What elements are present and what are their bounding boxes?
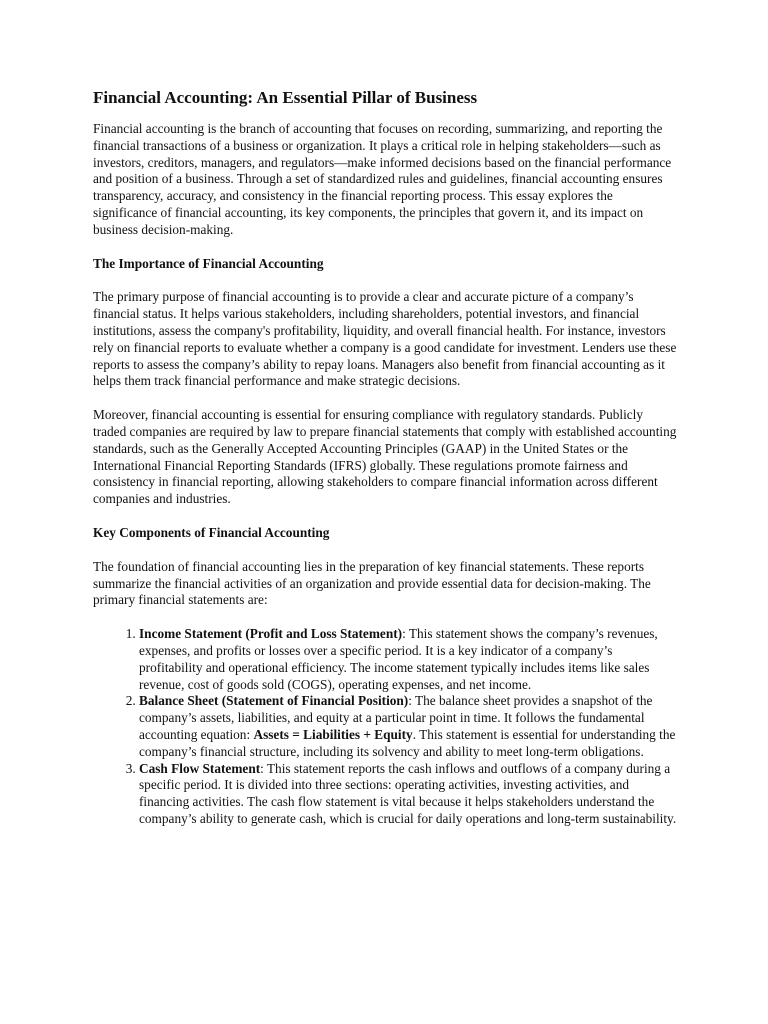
financial-statements-list <box>93 626 678 828</box>
cash-flow-statement-term: Cash Flow Statement <box>139 760 261 776</box>
cash-flow-statement-text: : This statement reports the cash inflows and outflows of a company during a specific period. It is divided into three sections: operating activities, investing activities, and financing activities. The cash flow statement is vital because it helps stakeholders understand the company’s ability to generate cash, which is crucial for daily operations and long-term sustainability. <box>139 760 677 826</box>
balance-sheet-text-after: . This statement is essential for understanding the company’s financial structure, including its solvency and ability to meet long-term obligations. <box>139 726 676 759</box>
list-item-cash-flow-statement <box>139 761 678 828</box>
balance-sheet-text-before: : The balance sheet provides a snapshot of the company’s assets, liabilities, and equity at a particular point in time. It follows the fundamental accounting equation: <box>139 693 653 742</box>
components-paragraph-1: The foundation of financial accounting lies in the preparation of key financial statements. These reports summarize the financial activities of an organization and provide essential data for decision-making. The primary financial statements are: <box>93 558 651 608</box>
accounting-equation: Assets = Liabilities + Equity <box>253 726 413 742</box>
income-statement-text: : This statement shows the company’s revenues, expenses, and profits or losses over a specific period. It is a key indicator of a company’s profitability and operational efficiency. The income statement typically includes items like sales revenue, cost of goods sold (COGS), operating expenses, and net income. <box>139 626 658 692</box>
intro-paragraph: Financial accounting is the branch of accounting that focuses on recording, summarizing, and reporting the financial transactions of a business or organization. It plays a critical role in helping stakeholders—such as investors, creditors, managers, and regulators—make informed decisions based on the financial performance and position of a business. Through a set of standardized rules and guidelines, financial accounting ensures transparency, accuracy, and consistency in the financial reporting process. This essay explores the significance of financial accounting, its key components, the principles that govern it, and its impact on business decision-making. <box>93 121 672 237</box>
section-heading-importance: The Importance of Financial Accounting <box>93 255 324 271</box>
list-item-income-statement <box>139 626 678 693</box>
income-statement-term: Income Statement (Profit and Loss Statement) <box>139 626 403 642</box>
importance-paragraph-1: The primary purpose of financial accounting is to provide a clear and accurate picture of a company’s financial status. It helps various stakeholders, including shareholders, potential investors, and financial institutions, assess the company's profitability, liquidity, and overall financial health. For instance, investors rely on financial reports to evaluate whether a company is a good candidate for investment. Lenders use these reports to assess the company’s ability to repay loans. Managers also benefit from financial accounting as it helps them track financial performance and make strategic decisions. <box>93 289 677 389</box>
document-title: Financial Accounting: An Essential Pillar of Business <box>93 88 478 107</box>
importance-paragraph-2: Moreover, financial accounting is essential for ensuring compliance with regulatory standards. Publicly traded companies are required by law to prepare financial statements that comply with established accounting standards, such as the Generally Accepted Accounting Principles (GAAP) in the United States or the International Financial Reporting Standards (IFRS) globally. These regulations promote fairness and consistency in financial reporting, allowing stakeholders to compare financial information across different companies and industries. <box>93 407 677 507</box>
list-item-balance-sheet <box>139 693 678 760</box>
document-page <box>93 88 678 828</box>
balance-sheet-term: Balance Sheet (Statement of Financial Position) <box>139 693 409 709</box>
section-heading-components: Key Components of Financial Accounting <box>93 524 330 540</box>
